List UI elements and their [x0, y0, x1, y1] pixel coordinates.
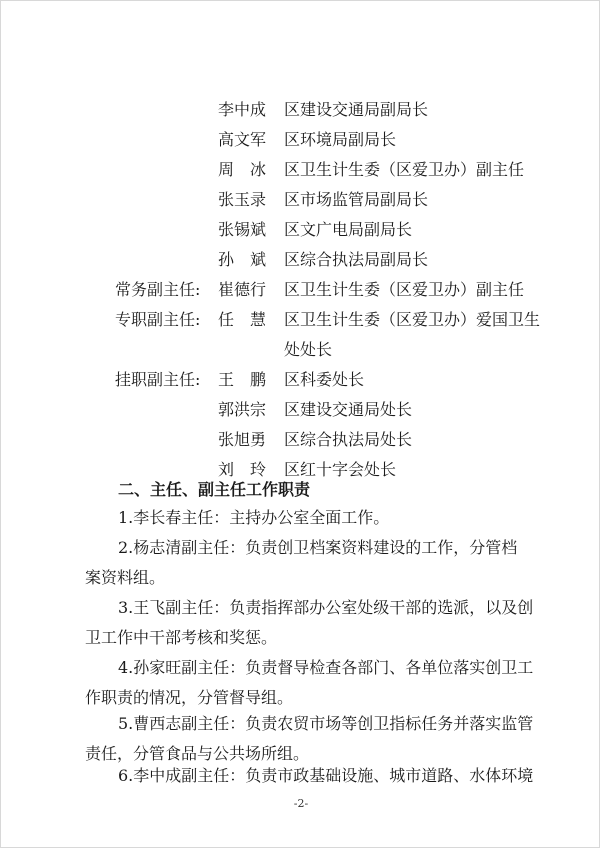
roster-title: 区卫生计生委（区爱卫办）副主任: [284, 280, 525, 299]
duty-line: 3.王飞副主任：负责指挥部办公室处级干部的选派，以及创: [118, 598, 534, 617]
roster-title: 处处长: [284, 340, 333, 359]
roster-title: 区卫生计生委（区爱卫办）爱国卫生: [284, 310, 541, 329]
roster-name: 郭洪宗: [218, 400, 267, 419]
duty-line: 2.杨志清副主任：负责创卫档案资料建设的工作，分管档: [118, 538, 518, 557]
roster-name: 崔德行: [218, 280, 267, 299]
duty-line: 5.曹西志副主任：负责农贸市场等创卫指标任务并落实监管: [118, 714, 534, 733]
roster-name: 刘 玲: [218, 460, 267, 479]
roster-title: 区科委处长: [284, 370, 365, 389]
duty-line: 1.李长春主任：主持办公室全面工作。: [118, 508, 390, 527]
roster-name: 孙 斌: [218, 250, 267, 269]
duty-paragraph: [85, 709, 545, 769]
roster-title: 区卫生计生委（区爱卫办）副主任: [284, 160, 525, 179]
roster-title: 区市场监管局副局长: [284, 190, 429, 209]
roster-title: 区综合执法局副局长: [284, 250, 429, 269]
duty-paragraph: [85, 503, 545, 533]
roster-name: 高文军: [218, 130, 267, 149]
duty-paragraph: [85, 653, 545, 713]
roster-role: 常务副主任:: [115, 280, 201, 299]
roster-title: 区综合执法局处长: [284, 430, 413, 449]
duty-line: 4.孙家旺副主任：负责督导检查各部门、各单位落实创卫工: [118, 658, 534, 677]
roster-name: 周 冰: [218, 160, 267, 179]
roster-title: 区建设交通局副局长: [284, 100, 429, 119]
duty-line: 案资料组。: [85, 568, 166, 587]
roster-title: 区环境局副局长: [284, 130, 397, 149]
roster-name: 王 鹏: [218, 370, 267, 389]
page-number: -2-: [293, 797, 309, 810]
roster-name: 张锡斌: [218, 220, 267, 239]
roster-name: 张旭勇: [218, 430, 267, 449]
duty-line: 6.李中成副主任：负责市政基础设施、城市道路、水体环境: [118, 766, 534, 785]
duty-line: 卫工作中干部考核和奖惩。: [85, 628, 278, 647]
roster-role: 专职副主任:: [115, 310, 201, 329]
duty-paragraph: [85, 761, 545, 791]
section-heading: 二、主任、副主任工作职责: [118, 480, 311, 499]
roster-role: 挂职副主任:: [115, 370, 201, 389]
roster-title: 区红十字会处长: [284, 460, 397, 479]
duty-paragraph: [85, 593, 545, 653]
duty-line: 作职责的情况，分管督导组。: [85, 688, 294, 707]
roster-name: 张玉录: [218, 190, 267, 209]
roster-title: 区建设交通局处长: [284, 400, 413, 419]
roster-name: 李中成: [218, 100, 267, 119]
duty-paragraph: [85, 533, 545, 593]
roster-name: 任 慧: [218, 310, 267, 329]
roster-title: 区文广电局副局长: [284, 220, 413, 239]
duty-line: 责任，分管食品与公共场所组。: [85, 744, 310, 763]
